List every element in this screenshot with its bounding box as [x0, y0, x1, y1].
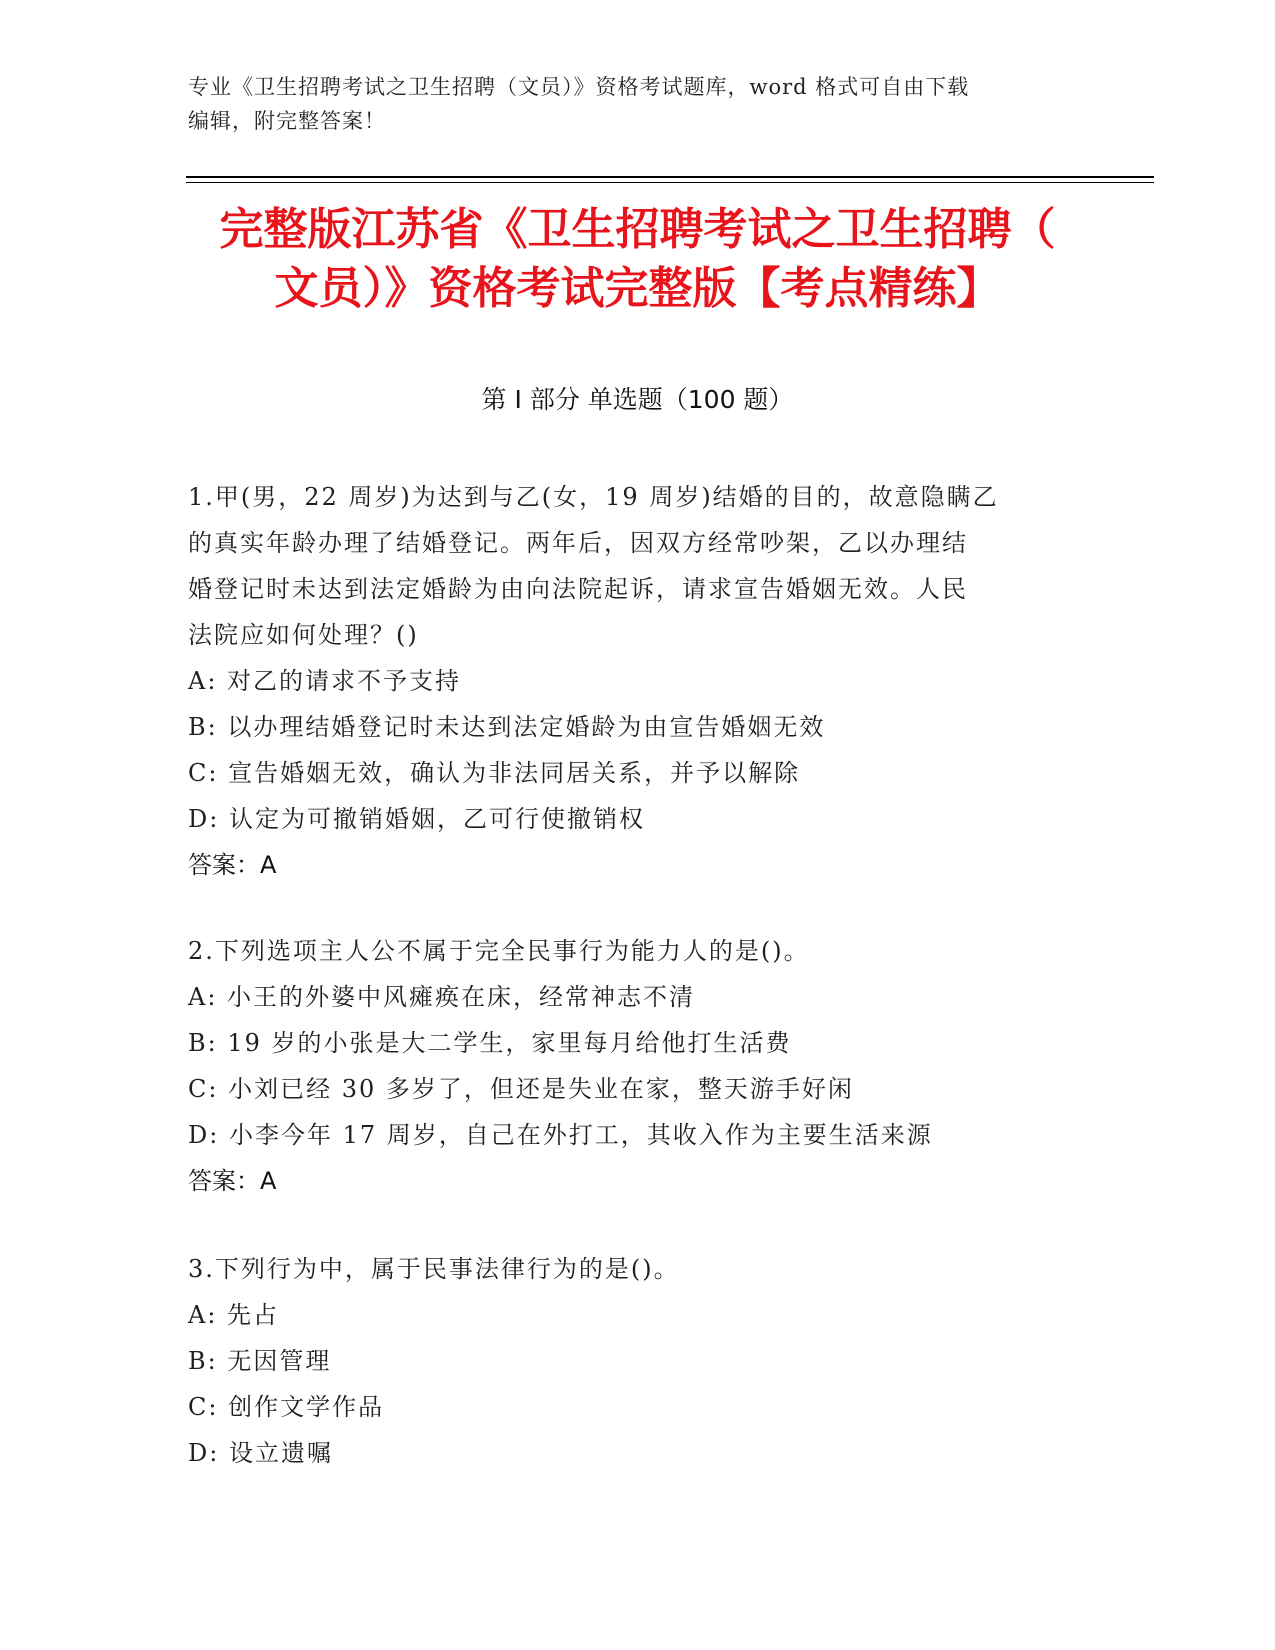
answer-label: 答案：A	[188, 1167, 277, 1195]
question-1	[188, 474, 1068, 888]
question-stem-line: 2.下列选项主人公不属于完全民事行为能力人的是()。	[188, 937, 810, 965]
section-title: 第 I 部分 单选题（100 题）	[481, 385, 794, 414]
question-stem-line: 1.甲(男，22 周岁)为达到与乙(女，19 周岁)结婚的目的，故意隐瞒乙	[188, 483, 999, 511]
option-c: C: 创作文学作品	[188, 1393, 385, 1421]
header-divider-thick	[186, 176, 1154, 178]
document-title-line-1: 完整版江苏省《卫生招聘考试之卫生招聘（	[219, 204, 1056, 255]
option-a: A: 对乙的请求不予支持	[188, 667, 462, 695]
question-stem-line: 法院应如何处理？()	[188, 621, 419, 649]
question-stem-line: 3.下列行为中，属于民事法律行为的是()。	[188, 1255, 680, 1283]
header-note-line-2: 编辑，附完整答案！	[188, 109, 386, 133]
question-2	[188, 928, 1068, 1204]
question-3	[188, 1246, 1068, 1476]
option-a: A: 小王的外婆中风瘫痪在床，经常神志不清	[188, 983, 696, 1011]
option-b: B: 19 岁的小张是大二学生，家里每月给他打生活费	[188, 1029, 792, 1057]
document-title	[150, 200, 1125, 318]
option-d: D: 设立遗嘱	[188, 1439, 333, 1467]
option-d: D: 小李今年 17 周岁，自己在外打工，其收入作为主要生活来源	[188, 1121, 933, 1149]
answer-label: 答案：A	[188, 851, 277, 879]
option-b: B: 以办理结婚登记时未达到法定婚龄为由宣告婚姻无效	[188, 713, 826, 741]
option-c: C: 宣告婚姻无效，确认为非法同居关系，并予以解除	[188, 759, 801, 787]
option-b: B: 无因管理	[188, 1347, 332, 1375]
question-stem-line: 婚登记时未达到法定婚龄为由向法院起诉，请求宣告婚姻无效。人民	[188, 575, 968, 603]
question-stem-line: 的真实年龄办理了结婚登记。两年后，因双方经常吵架，乙以办理结	[188, 529, 968, 557]
option-d: D: 认定为可撤销婚姻，乙可行使撤销权	[188, 805, 645, 833]
header-divider-thin	[186, 182, 1154, 183]
option-a: A: 先占	[188, 1301, 280, 1329]
header-note-line-1: 专业《卫生招聘考试之卫生招聘（文员）》资格考试题库，word 格式可自由下载	[188, 75, 970, 99]
header-note	[188, 70, 1088, 138]
option-c: C: 小刘已经 30 多岁了，但还是失业在家，整天游手好闲	[188, 1075, 854, 1103]
document-title-line-2: 文员）》资格考试完整版【考点精练】	[274, 263, 1001, 314]
